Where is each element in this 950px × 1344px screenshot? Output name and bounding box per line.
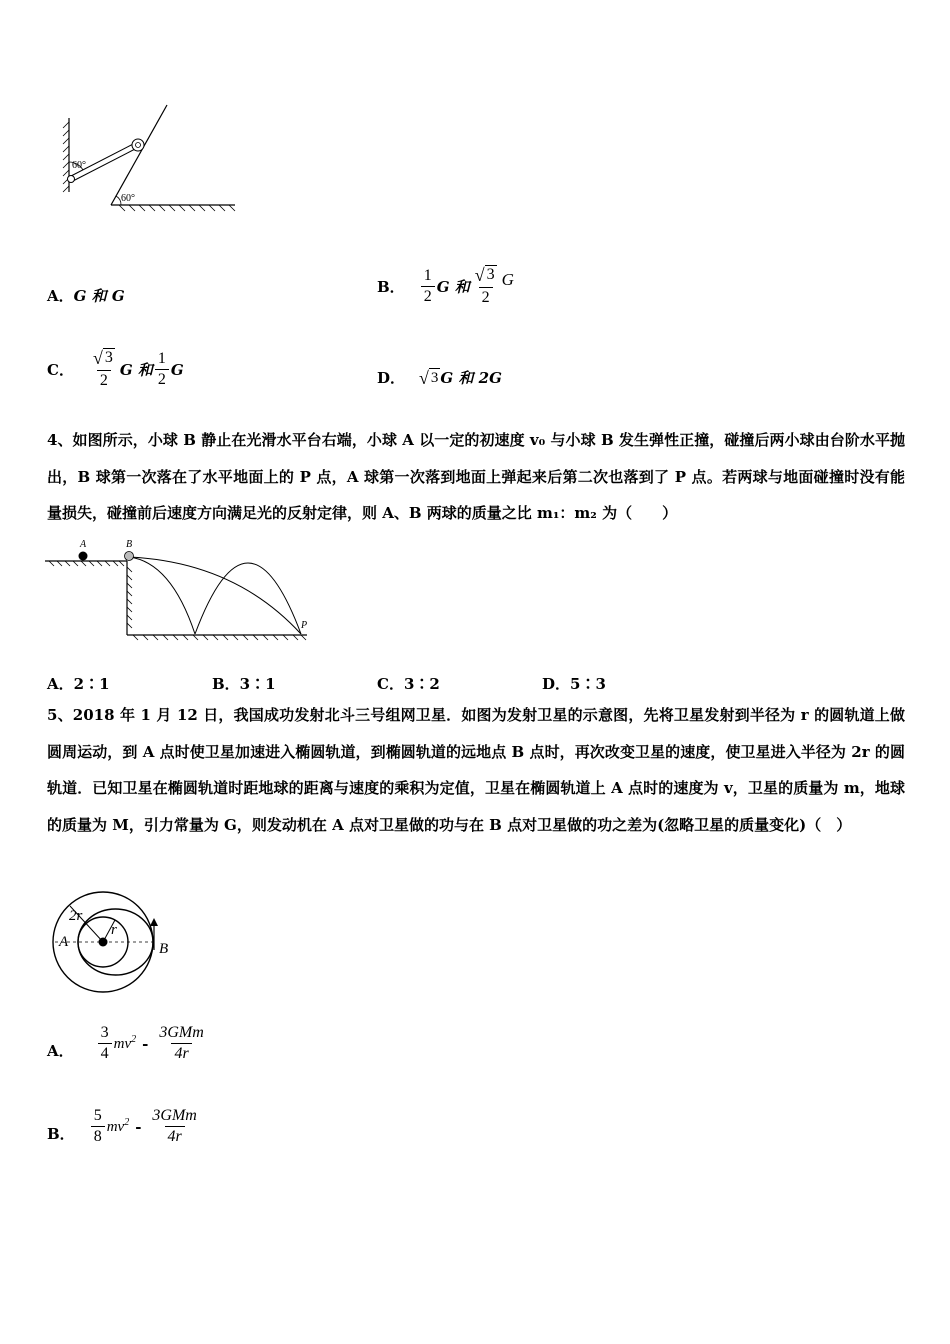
q5-option-b-fraction-2: $\frac{\text{3GMm}}{4r}$ xyxy=(152,1107,197,1145)
q3-option-a-letter: A． xyxy=(47,287,74,305)
q3-option-a-text: G 和 G xyxy=(73,287,125,305)
q3-option-b-tail: G xyxy=(501,269,514,289)
q5-option-b-letter: B． xyxy=(47,1125,75,1143)
q3-option-c-letter: C． xyxy=(47,361,74,379)
q5-label-b: B xyxy=(159,941,169,957)
q3-angle-ground-label: 60° xyxy=(121,193,135,204)
q5-option-a-minus: - xyxy=(142,1034,149,1053)
q3-option-d-letter: D． xyxy=(377,369,406,387)
q5-option-a[interactable] xyxy=(47,1023,209,1064)
q3-option-b-fraction-2: √ 3 2 xyxy=(474,265,495,306)
q3-option-b-letter: B． xyxy=(377,278,405,296)
q3-option-c-fraction-1: √ 3 2 xyxy=(92,348,113,389)
q4-label-p: P xyxy=(301,620,308,631)
q3-figure xyxy=(55,100,245,215)
q4-figure xyxy=(45,537,320,643)
q3-option-b-fraction-1: $\frac{1}{2}$ xyxy=(421,266,435,307)
q3-option-c-mid: G 和 xyxy=(119,361,153,379)
q5-label-r: r xyxy=(111,922,117,938)
q5-option-b-minus: - xyxy=(135,1117,142,1136)
q3-option-b[interactable] xyxy=(377,265,514,308)
q5-option-a-letter: A． xyxy=(47,1042,74,1060)
q4-option-d[interactable]: D．5∶3 xyxy=(542,675,606,693)
q5-option-a-mv: $mv^2$ xyxy=(113,1034,137,1052)
q3-option-c-tail: G xyxy=(170,360,184,379)
q3-option-b-mid: G 和 xyxy=(436,278,470,296)
q5-question-text: 5、2018 年 1 月 12 日，我国成功发射北斗三号组网卫星．如图为发射卫星的示意图，先将卫星发射到半径为 r 的圆轨道上做圆周运动，到 A 点时使卫星加速进入椭圆轨道，到椭圆轨道的远地点 B 点时，再次改变卫星的速度，使卫星进入半径为 2r 的圆轨道．已知卫星在椭圆轨道时距地球的距离与速度的乘积为定值，卫星在椭圆轨道上 A 点时的速度为 v，卫星的质量为 m，地球的质量为 M，引力常量为 G，则发动机在 A 点对卫星做的功与在 B 点对卫星做的功之差为(忽略卫星的质量变化)（ ） xyxy=(47,706,905,834)
q3-option-d-text: G 和 2G xyxy=(440,369,502,387)
q5-option-a-fraction-2: $\frac{\text{3GMm}}{4r}$ xyxy=(159,1024,204,1062)
q4-label-a: A xyxy=(80,539,87,550)
q3-option-c-fraction-2: $\frac{1}{2}$ xyxy=(155,349,169,390)
q4-option-c[interactable]: C．3∶2 xyxy=(377,675,440,693)
q3-option-c[interactable] xyxy=(47,348,184,391)
q3-option-d-sqrt: √ 3 xyxy=(419,368,439,388)
q5-option-b[interactable] xyxy=(47,1106,202,1147)
q3-option-d[interactable] xyxy=(377,367,502,388)
q4-option-a[interactable]: A．2∶1 xyxy=(47,675,110,693)
q4-label-b: B xyxy=(126,539,133,550)
q3-option-a[interactable] xyxy=(47,285,125,306)
q5-label-2r: 2r xyxy=(69,908,83,924)
q3-angle-wall-label: 60° xyxy=(72,160,86,171)
q5-label-a: A xyxy=(59,934,69,950)
q5-figure xyxy=(45,890,175,1005)
q5-option-b-mv: $mv^2$ xyxy=(106,1117,130,1135)
q4-option-b[interactable]: B．3∶1 xyxy=(212,675,276,693)
q5-option-a-fraction-1: $\frac{3}{4}$ xyxy=(98,1023,112,1064)
q5-option-b-fraction-1: $\frac{5}{8}$ xyxy=(91,1106,105,1147)
q4-question-text: 4、如图所示，小球 B 静止在光滑水平台右端，小球 A 以一定的初速度 v₀ 与小球 B 发生弹性正撞，碰撞后两小球由台阶水平抛出，B 球第一次落在了水平地面上的 P 点，A 球第一次落到地面上弹起来后第二次也落到了 P 点。若两球与地面碰撞时没有能量损失，碰撞前后速度方向满足光的反射定律，则 A、B 两球的质量之比 m₁：m₂ 为（ ） xyxy=(47,431,905,523)
